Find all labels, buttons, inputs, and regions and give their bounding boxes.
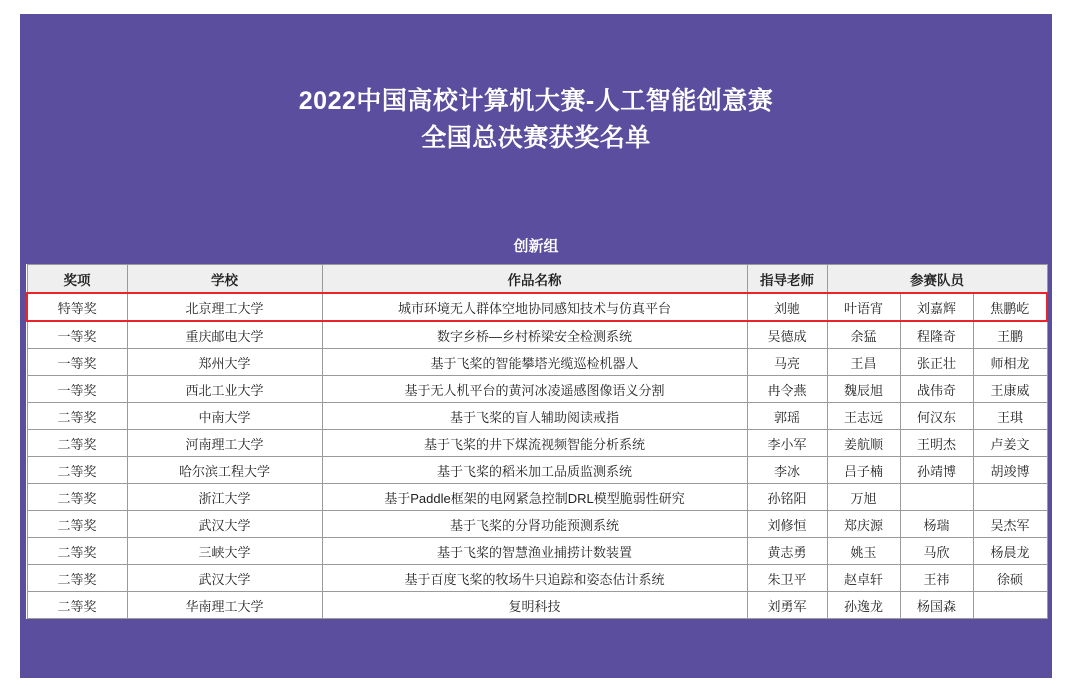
column-header-teacher: 指导老师 [747,265,827,294]
award-cell: 特等奖 [27,293,127,321]
work-cell: 基于飞桨的稻米加工品质监测系统 [322,457,747,484]
work-cell: 基于无人机平台的黄河冰凌遥感图像语义分割 [322,376,747,403]
award-cell: 一等奖 [27,349,127,376]
award-list-sheet [20,14,1052,678]
table-row [27,349,1047,376]
award-cell: 二等奖 [27,538,127,565]
work-cell: 复明科技 [322,592,747,619]
school-cell: 北京理工大学 [127,293,322,321]
member-cell-3: 胡竣博 [973,457,1047,484]
member-cell-3: 卢姜文 [973,430,1047,457]
table-container [20,264,1052,619]
member-cell-3: 王琪 [973,403,1047,430]
member-cell-1: 余猛 [827,321,900,349]
teacher-cell: 李小军 [747,430,827,457]
teacher-cell: 朱卫平 [747,565,827,592]
school-cell: 河南理工大学 [127,430,322,457]
member-cell-1: 魏辰旭 [827,376,900,403]
teacher-cell: 孙铭阳 [747,484,827,511]
teacher-cell: 李冰 [747,457,827,484]
group-label: 创新组 [513,237,559,255]
member-cell-1: 吕子楠 [827,457,900,484]
member-cell-1: 赵卓轩 [827,565,900,592]
member-cell-2: 何汉东 [900,403,973,430]
table-row [27,403,1047,430]
title-line-1: 2022中国高校计算机大赛-人工智能创意赛 [298,86,774,115]
award-cell: 二等奖 [27,484,127,511]
member-cell-1: 万旭 [827,484,900,511]
member-cell-1: 王志远 [827,403,900,430]
table-row [27,321,1047,349]
column-header-members: 参赛队员 [827,265,1047,294]
school-cell: 浙江大学 [127,484,322,511]
member-cell-2: 程隆奇 [900,321,973,349]
work-cell: 城市环境无人群体空地协同感知技术与仿真平台 [322,293,747,321]
award-cell: 一等奖 [27,321,127,349]
column-header-school: 学校 [127,265,322,294]
column-header-work: 作品名称 [322,265,747,294]
teacher-cell: 刘修恒 [747,511,827,538]
school-cell: 武汉大学 [127,565,322,592]
member-cell-3: 徐硕 [973,565,1047,592]
table-row [27,592,1047,619]
teacher-cell: 刘驰 [747,293,827,321]
member-cell-2: 杨国森 [900,592,973,619]
teacher-cell: 郭瑶 [747,403,827,430]
school-cell: 武汉大学 [127,511,322,538]
work-cell: 基于飞桨的井下煤流视频智能分析系统 [322,430,747,457]
member-cell-2: 孙靖博 [900,457,973,484]
member-cell-3: 王康威 [973,376,1047,403]
column-header-award: 奖项 [27,265,127,294]
award-cell: 二等奖 [27,430,127,457]
member-cell-1: 叶语宵 [827,293,900,321]
member-cell-3: 吴杰军 [973,511,1047,538]
award-cell: 二等奖 [27,457,127,484]
teacher-cell: 黄志勇 [747,538,827,565]
school-cell: 中南大学 [127,403,322,430]
member-cell-2: 张正壮 [900,349,973,376]
table-row [27,376,1047,403]
title-line-2: 全国总决赛获奖名单 [421,124,651,152]
work-cell: 基于百度飞桨的牧场牛只追踪和姿态估计系统 [322,565,747,592]
title-banner [20,14,1052,226]
table-row [27,484,1047,511]
school-cell: 西北工业大学 [127,376,322,403]
school-cell: 重庆邮电大学 [127,321,322,349]
school-cell: 华南理工大学 [127,592,322,619]
member-cell-2 [900,484,973,511]
award-cell: 二等奖 [27,511,127,538]
member-cell-1: 郑庆源 [827,511,900,538]
member-cell-1: 孙逸龙 [827,592,900,619]
member-cell-2: 杨瑞 [900,511,973,538]
award-cell: 二等奖 [27,565,127,592]
member-cell-1: 姚玉 [827,538,900,565]
member-cell-2: 战伟奇 [900,376,973,403]
member-cell-3: 王鹏 [973,321,1047,349]
member-cell-2: 马欣 [900,538,973,565]
award-cell: 二等奖 [27,592,127,619]
member-cell-3 [973,484,1047,511]
award-cell: 一等奖 [27,376,127,403]
member-cell-2: 王祎 [900,565,973,592]
table-body [27,293,1047,619]
member-cell-1: 姜航顺 [827,430,900,457]
member-cell-1: 王昌 [827,349,900,376]
table-row [27,538,1047,565]
table-row [27,430,1047,457]
teacher-cell: 冉令燕 [747,376,827,403]
member-cell-3 [973,592,1047,619]
member-cell-3: 焦鹏屹 [973,293,1047,321]
table-row [27,457,1047,484]
member-cell-3: 师相龙 [973,349,1047,376]
teacher-cell: 吴德成 [747,321,827,349]
table-row [27,565,1047,592]
teacher-cell: 刘勇军 [747,592,827,619]
table-row [27,293,1047,321]
table-header-row [27,265,1047,294]
work-cell: 基于Paddle框架的电网紧急控制DRL模型脆弱性研究 [322,484,747,511]
award-cell: 二等奖 [27,403,127,430]
school-cell: 三峡大学 [127,538,322,565]
table-row [27,511,1047,538]
work-cell: 数字乡桥—乡村桥梁安全检测系统 [322,321,747,349]
work-cell: 基于飞桨的分肾功能预测系统 [322,511,747,538]
member-cell-2: 王明杰 [900,430,973,457]
award-table [26,264,1048,619]
member-cell-3: 杨晨龙 [973,538,1047,565]
member-cell-2: 刘嘉辉 [900,293,973,321]
work-cell: 基于飞桨的智慧渔业捕捞计数装置 [322,538,747,565]
school-cell: 郑州大学 [127,349,322,376]
work-cell: 基于飞桨的盲人辅助阅读戒指 [322,403,747,430]
group-header [20,226,1052,264]
work-cell: 基于飞桨的智能攀塔光缆巡检机器人 [322,349,747,376]
teacher-cell: 马亮 [747,349,827,376]
school-cell: 哈尔滨工程大学 [127,457,322,484]
